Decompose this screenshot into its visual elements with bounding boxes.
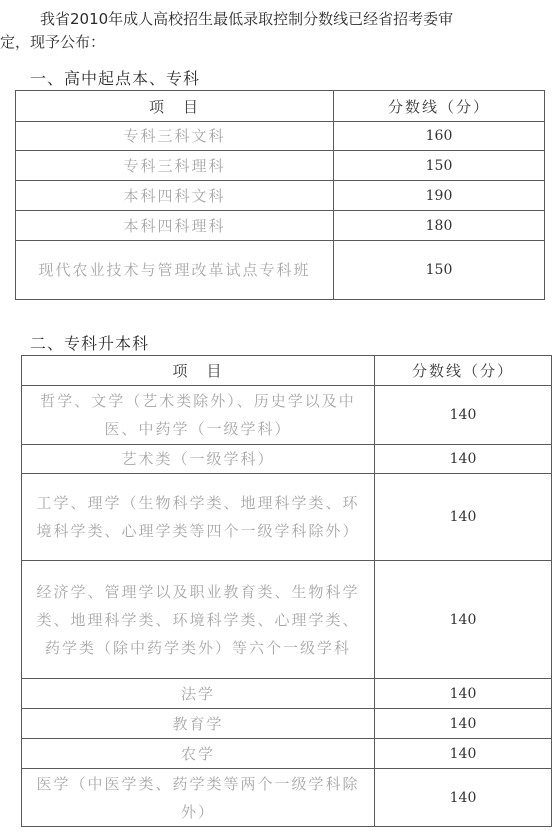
row-score: 160 xyxy=(334,122,545,151)
intro-line-1: 我省2010年成人高校招生最低录取控制分数线已经省招考委审 xyxy=(40,10,454,28)
row-item: 法学 xyxy=(22,679,375,709)
row-item: 本科四科文科 xyxy=(16,181,334,211)
row-item: 哲学、文学（艺术类除外）、历史学以及中医、中药学（一级学科） xyxy=(22,386,375,445)
column-header-score: 分数线（分） xyxy=(334,91,545,122)
score-table-2 xyxy=(21,355,552,827)
table-row xyxy=(22,445,552,474)
row-score: 140 xyxy=(375,769,552,827)
row-score: 150 xyxy=(334,151,545,181)
table-row xyxy=(22,386,552,445)
table-row xyxy=(22,769,552,827)
table-row xyxy=(16,181,545,211)
table-row xyxy=(22,739,552,769)
row-item: 工学、理学（生物科学类、地理科学类、环境科学类、心理学类等四个一级学科除外） xyxy=(22,474,375,561)
row-item: 专科三科理科 xyxy=(16,151,334,181)
row-item: 艺术类（一级学科） xyxy=(22,445,375,474)
row-score: 140 xyxy=(375,561,552,679)
column-header-item: 项 目 xyxy=(16,91,334,122)
table-row xyxy=(16,122,545,151)
table-row xyxy=(22,709,552,739)
row-score: 190 xyxy=(334,181,545,211)
row-score: 140 xyxy=(375,386,552,445)
row-score: 140 xyxy=(375,445,552,474)
table-row xyxy=(22,474,552,561)
row-score: 180 xyxy=(334,211,545,241)
row-item: 教育学 xyxy=(22,709,375,739)
table-row xyxy=(16,241,545,300)
section-2-heading: 二、专科升本科 xyxy=(30,334,150,353)
table-row xyxy=(16,211,545,241)
row-item: 医学（中医学类、药学类等两个一级学科除外） xyxy=(22,769,375,827)
column-header-score: 分数线（分） xyxy=(375,356,552,386)
row-item: 现代农业技术与管理改革试点专科班 xyxy=(16,241,334,300)
intro-paragraph xyxy=(0,8,560,54)
row-score: 150 xyxy=(334,241,545,300)
section-1-heading: 一、高中起点本、专科 xyxy=(30,69,201,88)
row-score: 140 xyxy=(375,679,552,709)
score-table-1 xyxy=(15,90,545,300)
intro-line-2: 定，现予公布： xyxy=(0,33,106,51)
table-row xyxy=(22,679,552,709)
row-score: 140 xyxy=(375,709,552,739)
column-header-item: 项 目 xyxy=(22,356,375,386)
row-score: 140 xyxy=(375,474,552,561)
row-item: 经济学、管理学以及职业教育类、生物科学类、地理科学类、环境科学类、心理学类、药学类（除中药学类外）等六个一级学科 xyxy=(22,561,375,679)
table-row xyxy=(16,151,545,181)
row-score: 140 xyxy=(375,739,552,769)
table-header-row xyxy=(22,356,552,386)
row-item: 专科三科文科 xyxy=(16,122,334,151)
row-item: 本科四科理科 xyxy=(16,211,334,241)
row-item: 农学 xyxy=(22,739,375,769)
table-header-row xyxy=(16,91,545,122)
table-row xyxy=(22,561,552,679)
